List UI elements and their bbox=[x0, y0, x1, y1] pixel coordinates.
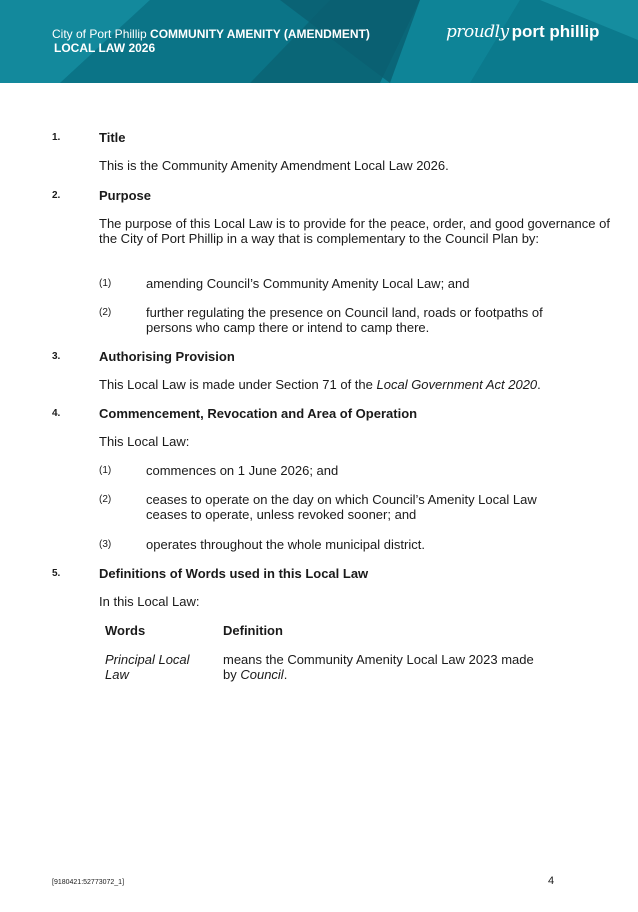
paragraph-text: This Local Law is made under Section 71 of the bbox=[99, 377, 377, 392]
section-paragraph bbox=[99, 377, 599, 392]
term-line2: Law bbox=[105, 667, 129, 682]
section-heading: Definitions of Words used in this Local Law bbox=[99, 566, 369, 581]
section-heading: Authorising Provision bbox=[99, 349, 235, 364]
list-item-number: (1) bbox=[99, 465, 112, 476]
definition-line1: means the Community Amenity Local Law 2023 made bbox=[223, 652, 534, 667]
section-paragraph: The purpose of this Local Law is to provide for the peace, order, and good governance of the City of Port Phillip in a way that is complementary to the Council Plan by: bbox=[99, 216, 610, 246]
list-item-text: operates throughout the whole municipal district. bbox=[146, 537, 425, 552]
title-prefix: City of Port Phillip bbox=[52, 27, 151, 41]
definition-prefix: by bbox=[223, 667, 241, 682]
list-item-number: (2) bbox=[99, 307, 112, 318]
section-heading: Purpose bbox=[99, 188, 152, 203]
page-number: 4 bbox=[548, 875, 555, 887]
section-heading: Commencement, Revocation and Area of Operation bbox=[99, 406, 418, 421]
list-item-text: amending Council’s Community Amenity Local Law; and bbox=[146, 276, 470, 291]
logo-script-text: proudly bbox=[446, 22, 509, 42]
section-paragraph: In this Local Law: bbox=[99, 594, 200, 609]
term-line1: Principal Local bbox=[105, 652, 190, 667]
definition-italic: Council bbox=[240, 667, 284, 682]
document-id: [9180421:52773072_1] bbox=[52, 879, 125, 886]
section-number: 4. bbox=[52, 408, 61, 419]
act-name: Local Government Act 2020 bbox=[376, 377, 538, 392]
section-number: 3. bbox=[52, 351, 61, 362]
table-header-definition: Definition bbox=[223, 623, 283, 638]
title-bold-line1: COMMUNITY AMENITY (AMENDMENT) bbox=[150, 27, 370, 41]
list-item-text: commences on 1 June 2026; and bbox=[146, 463, 339, 478]
list-item-text: ceases to operate on the day on which Council’s Amenity Local Law ceases to operate, unless revoked sooner; and bbox=[146, 492, 537, 522]
section-heading: Title bbox=[99, 130, 126, 145]
logo-bold-text: port phillip bbox=[511, 22, 600, 41]
title-bold-line2: LOCAL LAW 2026 bbox=[54, 41, 156, 55]
paragraph-suffix: . bbox=[537, 377, 541, 392]
list-item-number: (2) bbox=[99, 494, 112, 505]
definition-cell bbox=[223, 652, 583, 682]
list-item-number: (1) bbox=[99, 278, 112, 289]
document-title bbox=[52, 27, 370, 55]
table-header-words: Words bbox=[105, 623, 146, 638]
section-paragraph: This Local Law: bbox=[99, 434, 190, 449]
proudly-port-phillip-logo bbox=[446, 22, 599, 42]
list-item-number: (3) bbox=[99, 539, 112, 550]
section-paragraph: This is the Community Amenity Amendment Local Law 2026. bbox=[99, 158, 449, 173]
section-number: 1. bbox=[52, 132, 61, 143]
section-number: 2. bbox=[52, 190, 61, 201]
list-item-text: further regulating the presence on Council land, roads or footpaths of persons who camp there or intend to camp there. bbox=[146, 305, 543, 335]
header-banner bbox=[0, 0, 638, 83]
definition-suffix: . bbox=[283, 667, 288, 682]
section-number: 5. bbox=[52, 568, 61, 579]
term-cell bbox=[105, 652, 190, 682]
